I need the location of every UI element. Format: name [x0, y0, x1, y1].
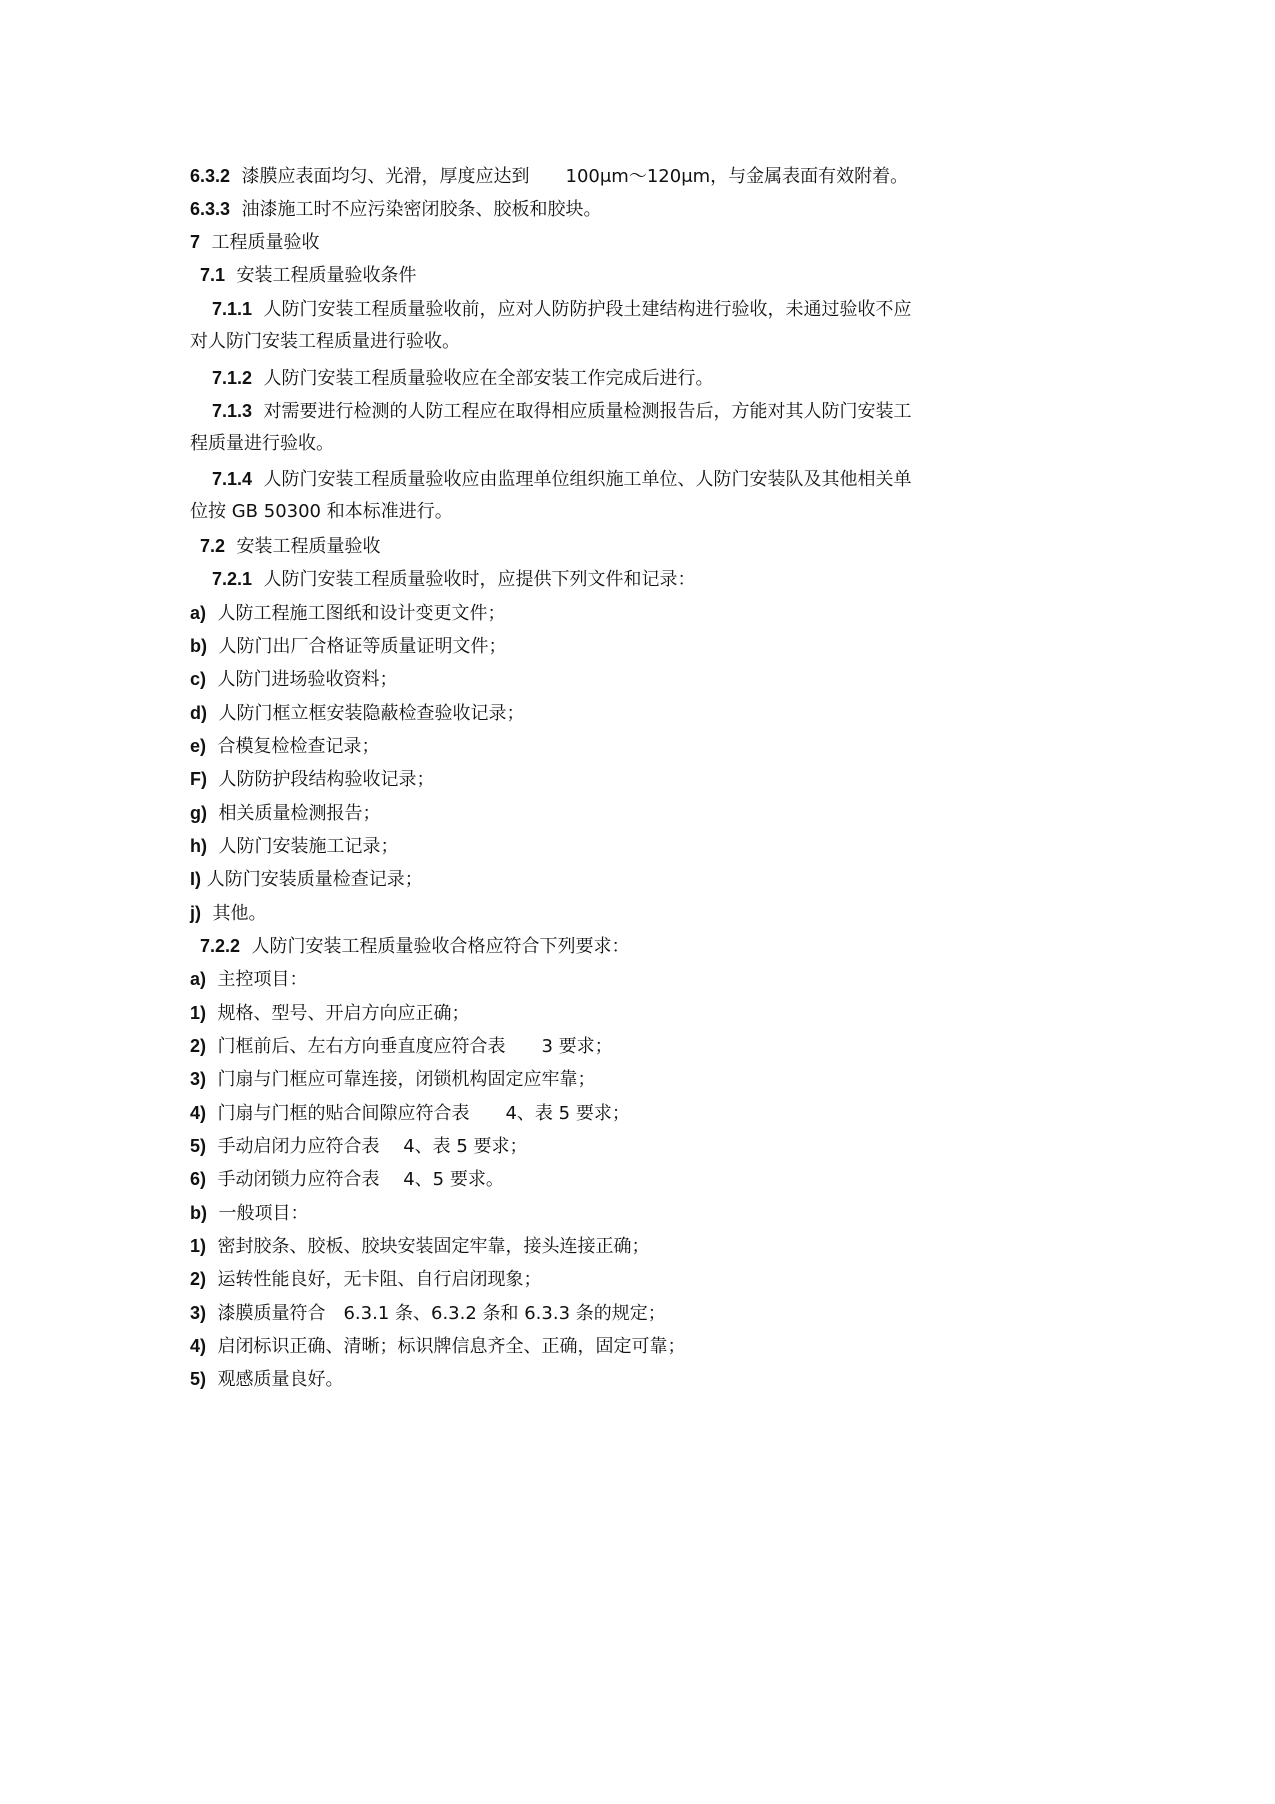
clause-7-1-3-continuation: 程质量进行验收。 [190, 433, 334, 454]
item-marker: 3) [190, 1303, 207, 1323]
clause-text: 人防门安装工程质量验收前，应对人防防护段土建结构进行验收，未通过验收不应 [263, 299, 912, 320]
list-item [190, 733, 379, 760]
list-item [190, 1100, 630, 1127]
section-title: 安装工程质量验收条件 [236, 265, 417, 286]
clause-number: 7.2.1 [212, 569, 253, 589]
list-item [190, 1033, 613, 1060]
clause-number: 7.1.4 [212, 469, 253, 489]
list-item [190, 833, 398, 860]
item-marker: 1) [190, 1236, 207, 1256]
clause-text: 人防门安装工程质量验收应在全部安装工作完成后进行。 [263, 368, 714, 389]
list-item [190, 666, 397, 693]
clause-text: 漆膜应表面均匀、光滑，厚度应达到 100μm～120μm，与金属表面有效附着。 [241, 166, 909, 187]
item-text: 人防防护段结构验收记录； [218, 769, 435, 790]
item-text: 门框前后、左右方向垂直度应符合表 3 要求； [217, 1036, 613, 1057]
section-number: 7.2 [200, 536, 226, 556]
item-marker: 4) [190, 1336, 207, 1356]
list-item [190, 900, 266, 927]
item-text: 运转性能良好，无卡阻、自行启闭现象； [217, 1269, 542, 1290]
clause-7-2-2 [200, 933, 630, 960]
clause-number: 7.2.2 [200, 936, 241, 956]
clause-7-2-1 [212, 566, 696, 593]
list-item [190, 700, 524, 727]
item-marker: j) [190, 903, 201, 923]
item-marker: g) [190, 803, 207, 823]
item-marker: I) [190, 869, 201, 889]
clause-7-1-4-continuation: 位按 GB 50300 和本标准进行。 [190, 501, 453, 522]
item-text: 门扇与门框的贴合间隙应符合表 4、表 5 要求； [217, 1103, 630, 1124]
item-marker: d) [190, 703, 207, 723]
item-text: 手动启闭力应符合表 4、表 5 要求； [217, 1136, 528, 1157]
section-number: 7.1 [200, 265, 226, 285]
list-item [190, 1366, 343, 1393]
item-marker: 4) [190, 1103, 207, 1123]
item-text: 规格、型号、开启方向应正确； [217, 1003, 470, 1024]
item-marker: a) [190, 969, 207, 989]
item-text: 相关质量检测报告； [218, 803, 381, 824]
clause-text: 人防门安装工程质量验收时，应提供下列文件和记录： [263, 569, 696, 590]
chapter-title: 工程质量验收 [211, 232, 320, 253]
clause-number: 7.1.3 [212, 401, 253, 421]
clause-7-1-2 [212, 365, 714, 392]
item-text: 漆膜质量符合 6.3.1 条、6.3.2 条和 6.3.3 条的规定； [217, 1303, 666, 1324]
list-item [190, 1166, 504, 1193]
item-marker: 2) [190, 1269, 207, 1289]
item-text: 人防门框立框安装隐蔽检查验收记录； [218, 703, 525, 724]
item-marker: a) [190, 603, 207, 623]
clause-7-1-3 [212, 398, 912, 425]
list-item [190, 1233, 649, 1260]
list-item [190, 1066, 595, 1093]
item-marker: 6) [190, 1169, 207, 1189]
item-marker: F) [190, 769, 207, 789]
item-text: 人防门安装质量检查记录； [206, 869, 423, 890]
clause-7-1-4 [212, 466, 912, 493]
section-7-2-heading [200, 533, 380, 560]
item-text: 启闭标识正确、清晰；标识牌信息齐全、正确，固定可靠； [217, 1336, 686, 1357]
item-text: 合模复检检查记录； [217, 736, 380, 757]
item-text: 其他。 [212, 903, 267, 924]
clause-6-3-3 [190, 196, 602, 223]
list-item [190, 1266, 541, 1293]
item-text: 人防门出厂合格证等质量证明文件； [218, 636, 507, 657]
list-item [190, 600, 505, 627]
list-item [190, 1300, 666, 1327]
section-7-1-heading [200, 262, 416, 289]
item-text: 一般项目： [218, 1203, 309, 1224]
item-marker: 5) [190, 1369, 207, 1389]
item-text: 门扇与门框应可靠连接，闭锁机构固定应牢靠； [217, 1069, 596, 1090]
item-text: 人防门进场验收资料； [217, 669, 398, 690]
clause-7-1-1 [212, 296, 912, 323]
clause-text: 对需要进行检测的人防工程应在取得相应质量检测报告后，方能对其人防门安装工 [263, 401, 912, 422]
item-marker: 5) [190, 1136, 207, 1156]
clause-number: 6.3.3 [190, 199, 231, 219]
item-marker: c) [190, 669, 207, 689]
sub-heading-main-items [190, 966, 307, 993]
list-item [190, 633, 506, 660]
clause-7-1-1-continuation: 对人防门安装工程质量进行验收。 [190, 331, 460, 352]
clause-number: 7.1.1 [212, 299, 253, 319]
item-marker: b) [190, 1203, 207, 1223]
list-item [190, 766, 434, 793]
clause-number: 7.1.2 [212, 368, 253, 388]
item-marker: 1) [190, 1003, 207, 1023]
item-marker: h) [190, 836, 207, 856]
item-marker: b) [190, 636, 207, 656]
item-text: 人防门安装施工记录； [218, 836, 399, 857]
item-text: 主控项目： [217, 969, 308, 990]
list-item [190, 1000, 469, 1027]
list-item [190, 866, 423, 893]
chapter-7-heading [190, 229, 319, 256]
item-text: 密封胶条、胶板、胶块安装固定牢靠，接头连接正确； [217, 1236, 650, 1257]
clause-text: 人防门安装工程质量验收合格应符合下列要求： [251, 936, 630, 957]
clause-text: 油漆施工时不应污染密闭胶条、胶板和胶块。 [241, 199, 602, 220]
item-marker: 2) [190, 1036, 207, 1056]
list-item [190, 1133, 528, 1160]
item-marker: e) [190, 736, 207, 756]
item-text: 人防工程施工图纸和设计变更文件； [217, 603, 506, 624]
section-title: 安装工程质量验收 [236, 536, 381, 557]
item-text: 观感质量良好。 [217, 1369, 344, 1390]
clause-text: 人防门安装工程质量验收应由监理单位组织施工单位、人防门安装队及其他相关单 [263, 469, 912, 490]
clause-6-3-2 [190, 163, 908, 190]
item-text: 手动闭锁力应符合表 4、5 要求。 [217, 1169, 504, 1190]
list-item [190, 800, 380, 827]
clause-number: 6.3.2 [190, 166, 231, 186]
chapter-number: 7 [190, 232, 201, 252]
item-marker: 3) [190, 1069, 207, 1089]
list-item [190, 1333, 685, 1360]
sub-heading-general-items [190, 1200, 308, 1227]
